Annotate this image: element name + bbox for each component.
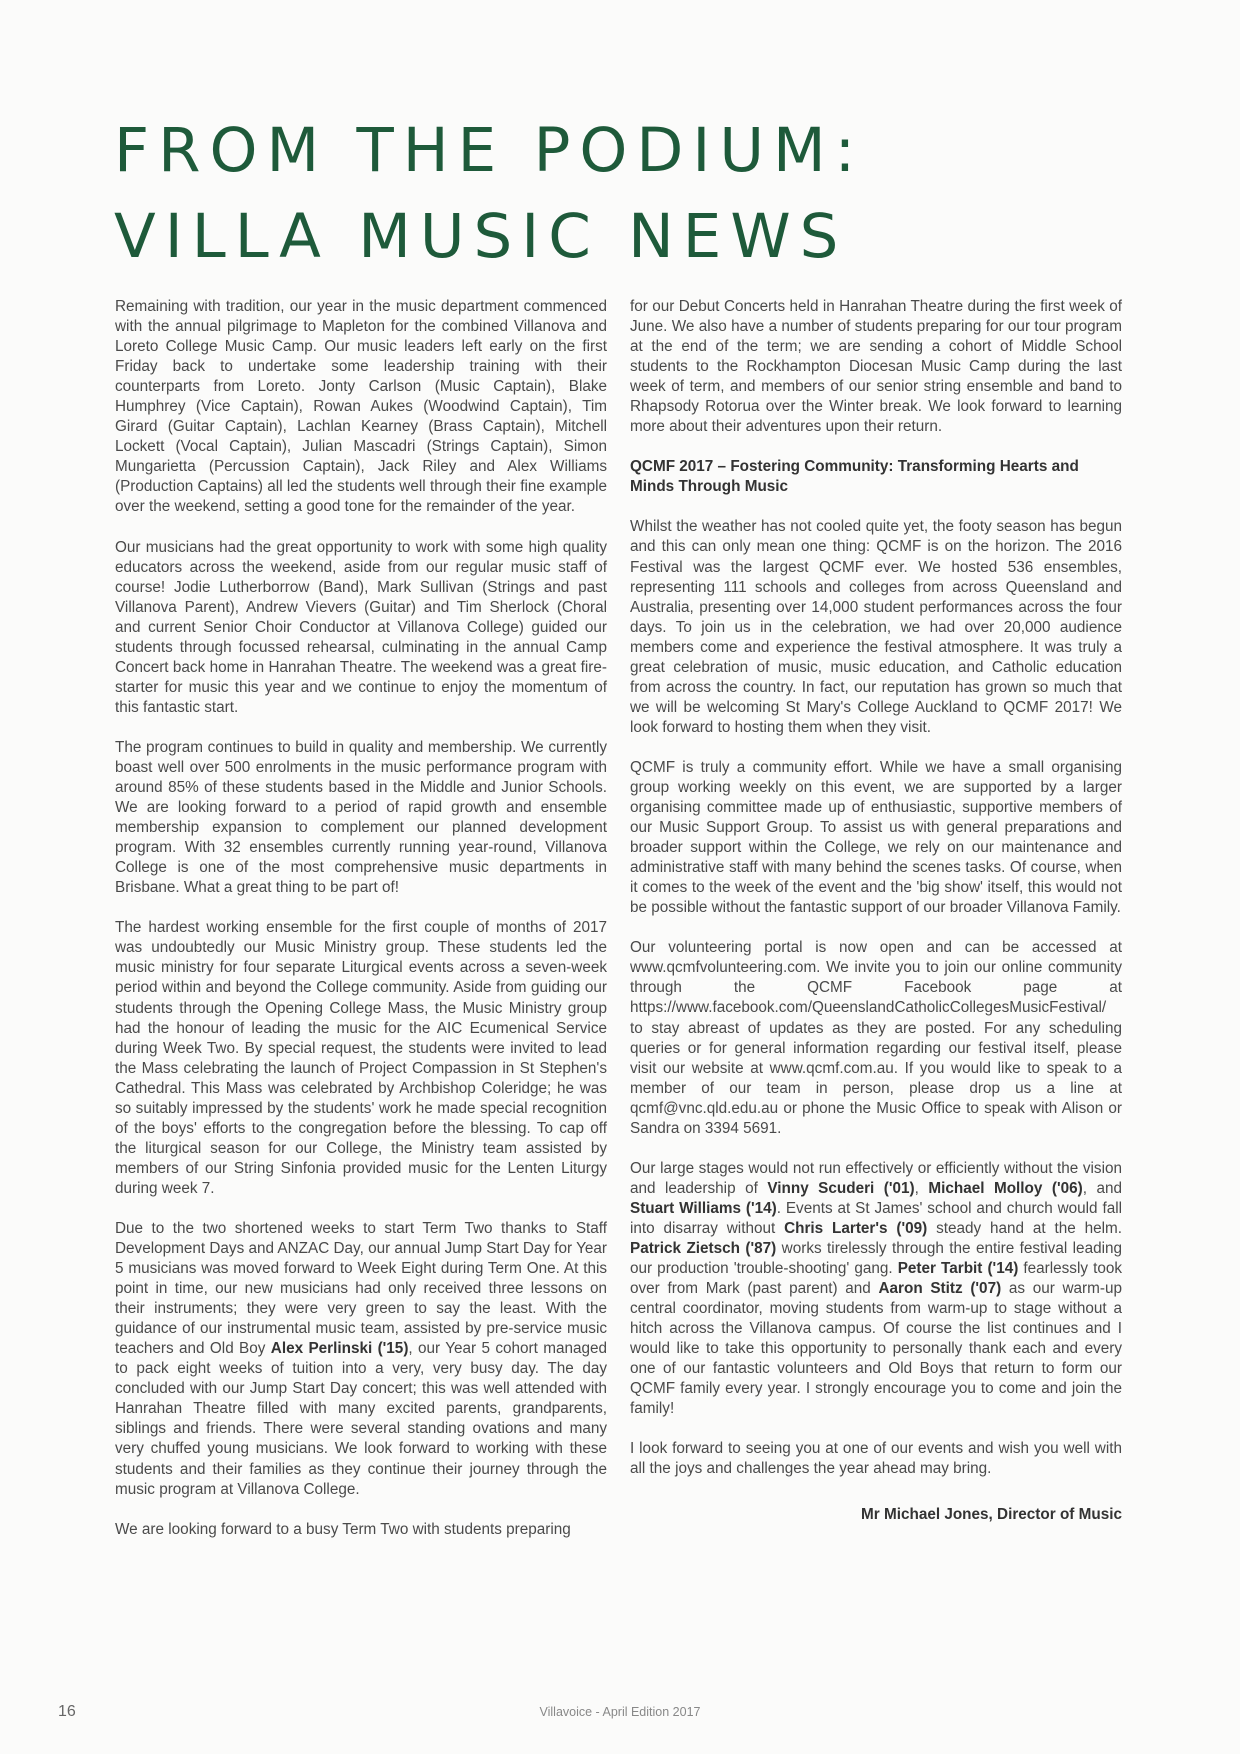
old-boy-name: Alex Perlinski ('15) [270, 1340, 409, 1358]
volunteer-name: Chris Larter's ('09) [784, 1219, 928, 1237]
paragraph: for our Debut Concerts held in Hanrahan Theatre during the first week of June. We also have a number of students preparing for our tour program at the end of the term; we are sending a cohort of Middle School students to the Rockhampton Diocesan Music Camp during the last week of term, and members of our senior string ensemble and band to Rhapsody Rotorua over the Winter break. We look forward to learning more about their adventures upon their return. [630, 298, 1122, 436]
paragraph: We are looking forward to a busy Term Two with students preparing [115, 1520, 571, 1538]
paragraph: I look forward to seeing you at one of our events and wish you well with all the joys and challenges the year ahead may bring. [630, 1440, 1122, 1478]
right-column [630, 297, 1122, 1526]
page-number: 16 [58, 1703, 76, 1720]
left-column [115, 297, 607, 1540]
section-heading: QCMF 2017 – Fostering Community: Transforming Hearts and Minds Through Music [630, 458, 1079, 496]
title-line-2: VILLA MUSIC NEWS [114, 201, 848, 272]
paragraph: The hardest working ensemble for the first couple of months of 2017 was undoubtedly our Music Ministry group. These students led the music ministry for four separate Liturgical events across a seven-week period within and beyond the College community. Aside from guiding our students through the Opening College Mass, the Music Ministry group had the honour of leading the music for the AIC Ecumenical Service during Week Two. By special request, the students were invited to lead the Mass celebrating the launch of Project Compassion in St Stephen's Cathedral. This Mass was celebrated by Archbishop Coleridge; he was so suitably impressed by the students' work he made special recognition of the boys' efforts to the congregation before the blessing. To cap off the liturgical season for our College, the Ministry team assisted by members of our String Sinfonia provided music for the Lenten Liturgy during week 7. [115, 919, 607, 1197]
paragraph: Whilst the weather has not cooled quite yet, the footy season has begun and this can only mean one thing: QCMF is on the horizon. The 2016 Festival was the largest QCMF ever. We hosted 536 ensembles, representing 111 schools and colleges from across Queensland and Australia, presenting over 14,000 student performances across the four days. To join us in the celebration, we had over 20,000 audience members come and experience the festival atmosphere. It was truly a great celebration of music, music education, and Catholic education from across the country. In fact, our reputation has grown so much that we will be welcoming St Mary's College Auckland to QCMF 2017! We look forward to hosting them when they visit. [630, 518, 1122, 736]
paragraph: Remaining with tradition, our year in the music department commenced with the annual pilgrimage to Mapleton for the combined Villanova and Loreto College Music Camp. Our music leaders left early on the first Friday back to undertake some leadership training with their counterparts from Loreto. Jonty Carlson (Music Captain), Blake Humphrey (Vice Captain), Rowan Aukes (Woodwind Captain), Tim Girard (Guitar Captain), Lachlan Kearney (Brass Captain), Mitchell Lockett (Vocal Captain), Julian Mascadri (Strings Captain), Simon Mungarietta (Percussion Captain), Jack Riley and Alex Williams (Production Captains) all led the students well through their fine example over the weekend, setting a good tone for the remainder of the year. [115, 298, 607, 516]
author-signoff: Mr Michael Jones, Director of Music [861, 1506, 1122, 1524]
volunteer-name: Michael Molloy ('06) [928, 1179, 1083, 1197]
volunteer-name: Vinny Scuderi ('01) [767, 1179, 915, 1197]
volunteer-name: Peter Tarbit ('14) [897, 1260, 1019, 1278]
paragraph: QCMF is truly a community effort. While we have a small organising group working weekly on this event, we are supported by a larger organising committee made up of enthusiastic, supportive members of our Music Support Group. To assist us with general preparations and broader support within the College, we rely on our maintenance and administrative staff with many behind the scenes tasks. Of course, when it comes to the week of the event and the 'big show' itself, this would not be possible without the fantastic support of our broader Villanova Family. [630, 758, 1122, 917]
paragraph: Due to the two shortened weeks to start Term Two thanks to Staff Development Days and ANZAC Day, our annual Jump Start Day for Year 5 musicians was moved forward to Week Eight during Term One. At this point in time, our new musicians had only received three lessons on their instruments; they were very green to say the least. With the guidance of our instrumental music team, assisted by pre-service music teachers and Old Boy Alex Perlinski ('15), our Year 5 cohort managed to pack eight weeks of tuition into a very, very busy day. The day concluded with our Jump Start Day concert; this was well attended with Hanrahan Theatre filled with many excited parents, grandparents, siblings and friends. There were several standing ovations and many very chuffed young musicians. We look forward to working with these students and their families as they continue their journey through the music program at Villanova College. [115, 1219, 608, 1498]
volunteer-name: Stuart Williams ('14) [630, 1199, 777, 1217]
volunteer-name: Patrick Zietsch ('87) [630, 1239, 777, 1257]
paragraph: Our musicians had the great opportunity to work with some high quality educators across the weekend, aside from our regular music staff of course! Jodie Lutherborrow (Band), Mark Sullivan (Strings and past Villanova Parent), Andrew Vievers (Guitar) and Tim Sherlock (Choral and current Senior Choir Conductor at Villanova College) guided our students through focussed rehearsal, culminating in the annual Camp Concert back home in Hanrahan Theatre. The weekend was a great fire-starter for music this year and we continue to enjoy the momentum of this fantastic start. [115, 538, 607, 716]
title-line-1: FROM THE PODIUM: [114, 115, 865, 186]
volunteer-name: Aaron Stitz ('07) [878, 1280, 1002, 1298]
paragraph: Our large stages would not run effectively or efficiently without the vision and leadership of Vinny Scuderi ('01), Michael Molloy ('06), and Stuart Williams ('14). Events at St James' school and church would fall into disarray without Chris Larter's ('09) steady hand at the helm. Patrick Zietsch ('87) works tirelessly through the entire festival leading our production 'trouble-shooting' gang. Peter Tarbit ('14) fearlessly took over from Mark (past parent) and Aaron Stitz ('07) as our warm-up central coordinator, moving students from warm-up to stage without a hitch across the Villanova campus. Of course the list continues and I would like to take this opportunity to personally thank each and every one of our fantastic volunteers and Old Boys that return to form our QCMF family every year. I strongly encourage you to come and join the family! [630, 1159, 1122, 1418]
paragraph: The program continues to build in quality and membership. We currently boast well over 500 enrolments in the music performance program with around 85% of these students based in the Middle and Junior Schools. We are looking forward to a period of rapid growth and ensemble membership expansion to complement our planned development program. With 32 ensembles currently running year-round, Villanova College is one of the most comprehensive music departments in Brisbane. What a great thing to be part of! [115, 738, 607, 897]
paragraph: Our volunteering portal is now open and can be accessed at www.qcmfvolunteering.com. We invite you to join our online community through the QCMF Facebook page at https://www.facebook.com/QueenslandCatholicCollegesMusicFestival/ to stay abreast of updates as they are posted. For any scheduling queries or for general information regarding our festival itself, please visit our website at www.qcmf.com.au. If you would like to speak to a member of our team in person, please drop us a line at qcmf@vnc.qld.edu.au or phone the Music Office to speak with Alison or Sandra on 3394 5691. [630, 939, 1122, 1137]
publication-footer: Villavoice - April Edition 2017 [539, 1705, 701, 1719]
page-title [114, 108, 864, 280]
